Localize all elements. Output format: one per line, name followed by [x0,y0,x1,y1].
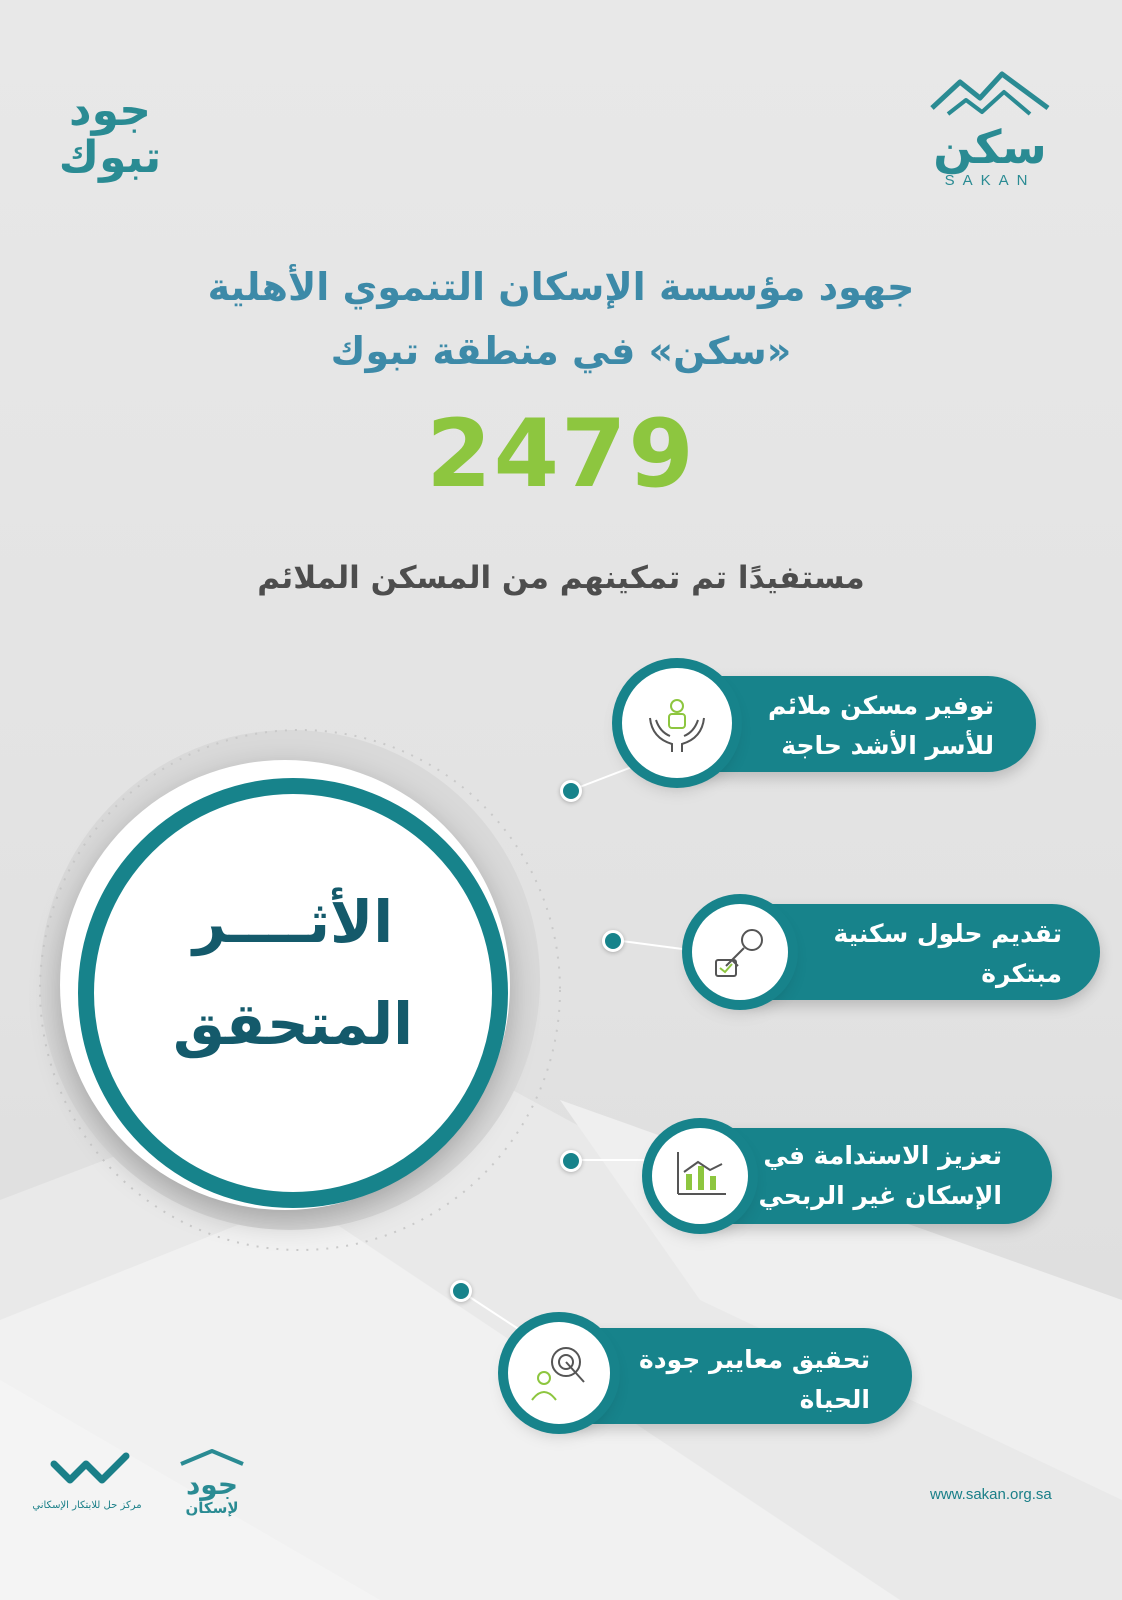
sakan-logo [925,70,1055,189]
sakan-arabic: سكن [933,120,1047,174]
impact-item-2-icon-wrap [692,904,788,1000]
impact-item-2-text [833,914,1062,994]
sakan-english: SAKAN [944,172,1036,189]
impact-item-2-line2: مبتكرة [981,959,1062,988]
beneficiaries-count: 2479 [426,400,696,509]
page-title [0,255,1122,383]
growth-chart-icon [652,1128,748,1224]
impact-item-4-icon-wrap [508,1322,610,1424]
connector-dot-2 [602,930,624,952]
jood-eskan-roof-icon [177,1448,247,1466]
connector-dot-4 [450,1280,472,1302]
beneficiaries-caption: مستفيدًا تم تمكينهم من المسكن الملائم [257,560,865,596]
jood-eskan-sub: لإسكان [185,1499,239,1517]
impact-item-3-line1: تعزيز الاستدامة في [763,1141,1002,1170]
impact-item-1-line2: للأسر الأشد حاجة [781,731,994,760]
impact-line1: الأثــــر [192,888,394,956]
target-person-icon [508,1322,610,1424]
connector-dot-1 [560,780,582,802]
hal-center-name: مركز حل للابتكار الإسكاني [32,1500,142,1511]
jood-tabuk-logo [50,85,170,183]
sakan-roof-icon [930,70,1050,118]
hal-center-icon [50,1450,130,1490]
impact-line2: المتحقق [172,990,414,1058]
impact-item-4-line1: تحقيق معايير جودة [639,1345,870,1374]
title-line1: جهود مؤسسة الإسكان التنموي الأهلية [207,265,915,309]
connector-dot-3 [560,1150,582,1172]
hal-center-logo [50,1450,130,1494]
impact-item-3-icon-wrap [652,1128,748,1224]
jood-tabuk-line2: تبوك [58,132,162,183]
impact-item-1-text [768,686,994,766]
hands-house-icon [622,668,732,778]
impact-item-3-text [759,1136,1002,1216]
impact-item-3-line2: الإسكان غير الربحي [758,1181,1002,1210]
impact-item-2-line1: تقديم حلول سكنية [833,919,1062,948]
impact-item-1-line1: توفير مسكن ملائم [767,691,994,720]
impact-item-1-icon-wrap [622,668,732,778]
impact-item-4-text [639,1340,870,1420]
title-line2: «سكن» في منطقة تبوك [330,329,792,373]
impact-item-4-line2: الحياة [799,1385,870,1414]
jood-eskan-logo [172,1448,252,1516]
jood-tabuk-line1: جود [69,85,151,136]
website-url[interactable]: www.sakan.org.sa [930,1486,1052,1503]
key-lock-icon [692,904,788,1000]
jood-eskan-main: جود [185,1468,239,1501]
